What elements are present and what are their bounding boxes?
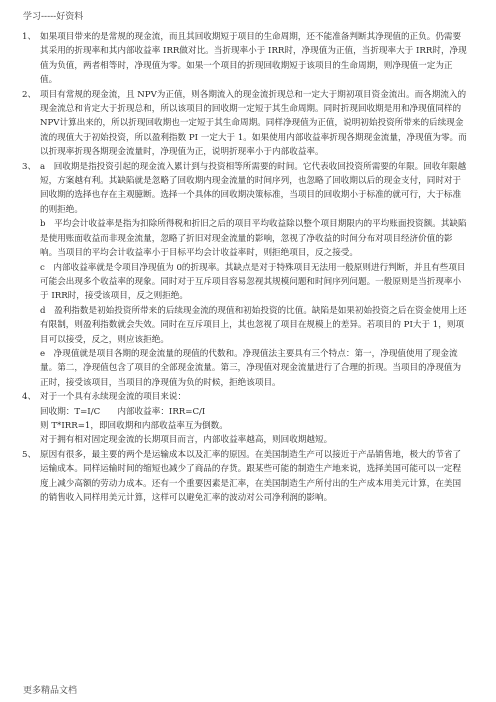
formula-line: 回收期：T=I/C 内部收益率：IRR=C/I — [40, 406, 206, 417]
item-text: a 回收期是指投资引起的现金流入累计到与投资相等所需要的时间。它代表收回投资所需要的年限。回收年限越短，方案越有利。其缺陷就是忽略了回收期内现金流量的时间序列，也忽略了回收期以后的现金支付，同时对于回收期的选择也存在主观臆断。选择一个具体的回收期决策标准，当项目的回收期小于标准的就可行，大于标准的则拒绝。 — [40, 161, 467, 215]
item-text: 如果项目带来的是常规的现金流，而且其回收期短于项目的生命周期，还不能准备判断其净现值的正负。仍需要其采用的折现率和其内部收益率 IRR做对比。当折现率小于 IRR时，净现值为正值，当折现率大于 IRR时，净现值为负值，两者相等时，净现值为零。如果一个项目的折现回收期短于该项目的生命周期，则净现值一定为正值。 — [40, 32, 467, 86]
formula-line: 对于拥有相对固定现金流的长期项目而言，内部收益率越高，则回收期越短。 — [40, 435, 333, 446]
item-text: 项目有常规的现金流，且 NPV为正值，则各期流入的现金流折现总和一定大于期初项目资金流出。而各期流入的现金流总和肯定大于折现总和，所以该项目的回收期一定短于其生命周期。同时折现回收期是用和净现值同样的 NPV计算出来的，所以折现回收期也一定短于其生命周期。同样净现值为正值，说明初始投资所带来的后续现金流的现值大于初始投资，所以盈利指数 PI 一定大于 1。如果使用内部收益率折现各期现金流量，净现值为零。而以折现率折现各期现金流量时，净现值为正，说明折现率小于内部收益率。 — [40, 89, 467, 158]
list-item-2 — [22, 88, 467, 160]
formula-line: 则 T*IRR=1，即回收期和内部收益率互为倒数。 — [40, 420, 228, 431]
list-item-3 — [22, 160, 467, 218]
sub-paragraph-b — [22, 217, 467, 260]
item-number: 4、 — [22, 392, 37, 403]
sub-paragraph-d — [22, 304, 467, 347]
list-item-5 — [22, 448, 467, 506]
sub-paragraph-c — [22, 261, 467, 304]
sub-text: b 平均会计收益率是指为扣除所得税和折旧之后的项目平均收益除以整个项目期限内的平均账面投资额。其缺陷是使用账面收益而非现金流量，忽略了折旧对现金流量的影响，忽视了净收益的时间分布对项目经济价值的影响。当项目的平均会计收益率小于目标平均会计收益率时，则拒绝项目，反之接受。 — [40, 219, 467, 259]
document-body — [22, 30, 467, 505]
item-text: 对于一个具有永续现金流的项目来说： — [40, 392, 187, 403]
sub-text: c 内部收益率就是令项目净现值为 0的折现率。其缺点是对于特殊项目无法用一般原则进行判断，并且有些项目可能会出现多个收益率的现象。同时对于互斥项目容易忽视其规模问题和时间序列问题。一般原则是当折现率小于 IRR时，接受该项目，反之则拒绝。 — [40, 262, 466, 302]
item-number: 5、 — [22, 449, 37, 460]
sub-text: e 净现值就是项目各期的现金流量的现值的代数和。净现值法主要具有三个特点：第一，净现值使用了现金流量。第二，净现值包含了项目的全部现金流量。第三，净现值对现金流量进行了合理的折现。当项目的净现值为正时，接受该项目，当项目的净现值为负的时候，拒绝该项目。 — [40, 348, 462, 388]
page-header: 学习-----好资料 — [23, 12, 84, 22]
item-number: 1、 — [22, 32, 37, 42]
sub-text: d 盈利指数是初始投资所带来的后续现金流的现值和初始投资的比值。缺陷是如果初始投资之后在资金使用上还有限制，则盈利指数就会失效。同时在互斥项目上，其也忽视了项目在规模上的差异。若项目的 PI大于 1，则项目可以接受，反之，则应该拒绝。 — [40, 305, 467, 345]
item-number: 2、 — [22, 89, 37, 100]
item-number: 3、 — [22, 161, 37, 172]
item-text: 原因有很多，最主要的两个是运输成本以及汇率的原因。在美国制造生产可以接近于产品销售地，极大的节省了运输成本。同样运输时间的缩短也减少了商品的存货。跟某些可能的制造生产地来说，选择美国可能可以一定程度上减少高额的劳动力成本。还有一个重要因素是汇率，在美国制造生产所付出的生产成本用美元计算，在美国的销售收入同样用美元计算，这样可以避免汇率的波动对公司净利润的影响。 — [40, 449, 462, 503]
list-item-4 — [22, 390, 467, 448]
page-footer: 更多精品文档 — [23, 686, 78, 696]
list-item-1 — [22, 30, 467, 88]
sub-paragraph-e — [22, 347, 467, 390]
